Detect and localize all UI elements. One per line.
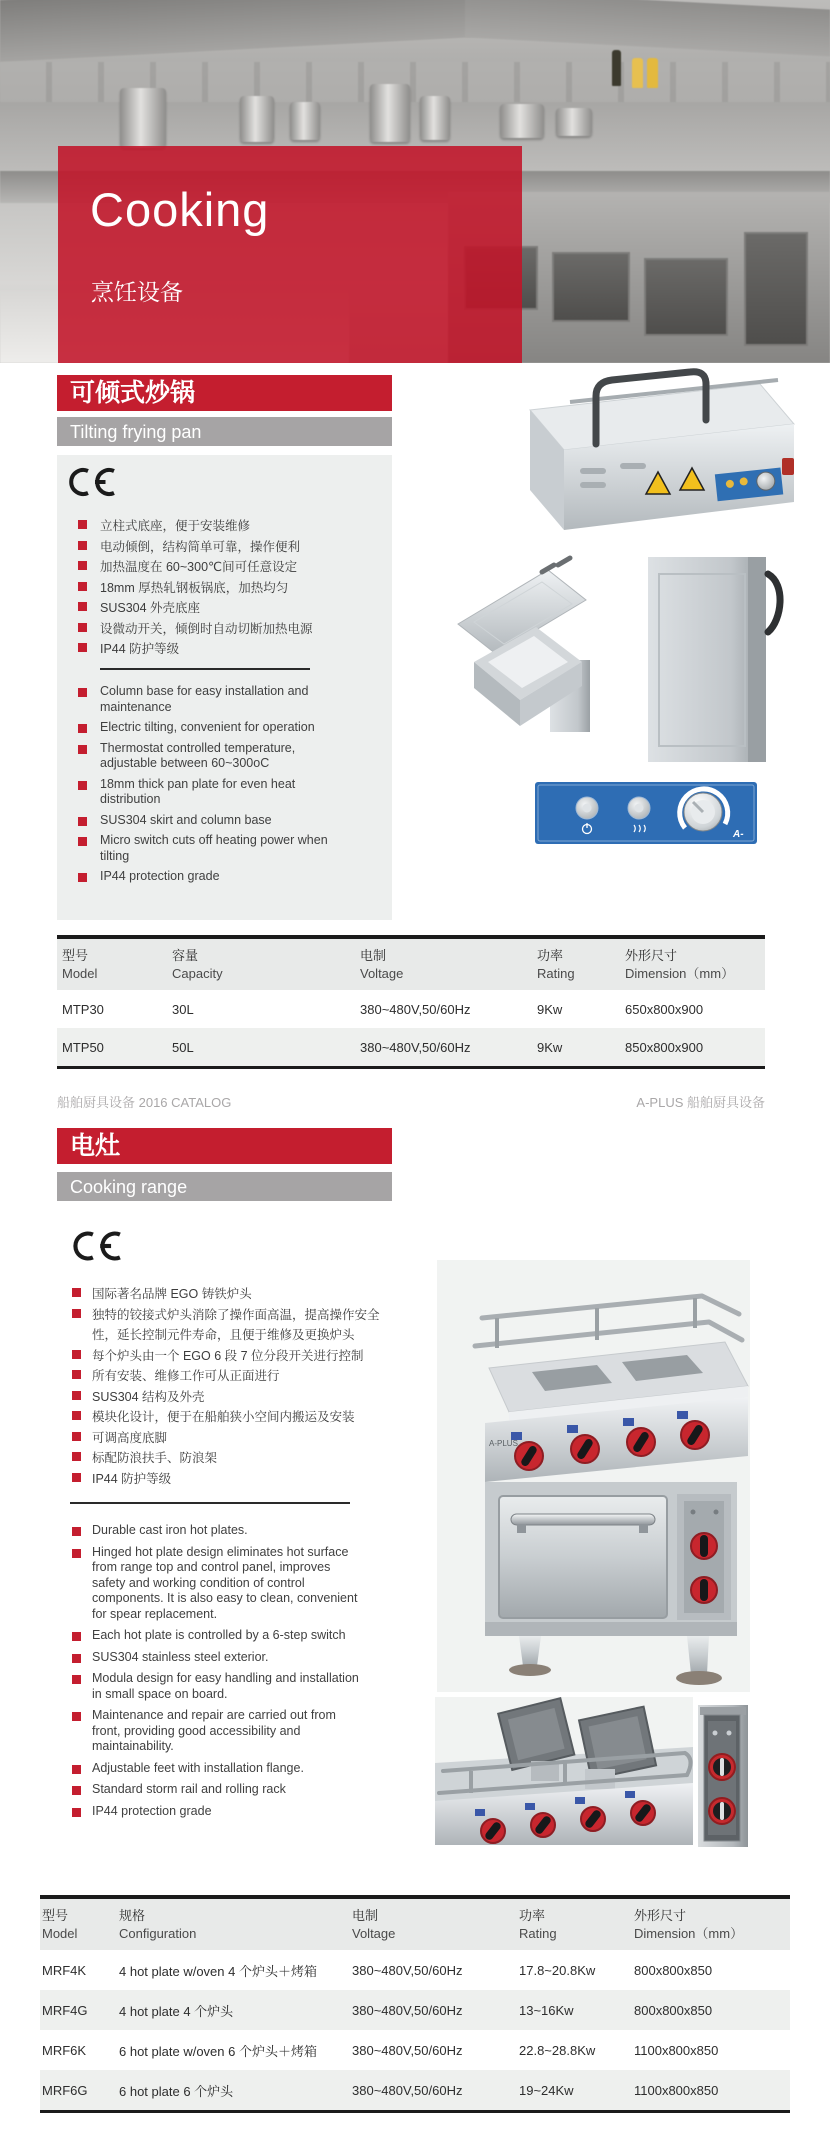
pot-shape: [290, 102, 320, 140]
hero-red-overlay: [58, 146, 522, 363]
bullet-square-icon: [78, 623, 87, 632]
feature-item: IP44 protection grade: [78, 869, 333, 885]
bullet-square-icon: [78, 541, 87, 550]
section1-features-en: [78, 684, 333, 890]
feature-item: 模块化设计，便于在船舶狭小空间内搬运及安装: [72, 1407, 386, 1428]
footer-brand-label: A-PLUS 船舶厨具设备: [636, 1095, 765, 1110]
bullet-square-icon: [78, 745, 87, 754]
section2-features-en: [72, 1523, 359, 1825]
section1-title-en: Tilting frying pan: [57, 417, 392, 446]
bullet-square-icon: [78, 561, 87, 570]
kitchen-hood-shape: [0, 0, 481, 62]
bullet-square-icon: [72, 1411, 81, 1420]
feature-item: Column base for easy installation and maintenance: [78, 684, 333, 715]
cooking-range-image: [437, 1260, 750, 1692]
ce-icon: [66, 465, 116, 499]
tilting-frying-pan-image: [430, 332, 800, 762]
feature-item: SUS304 结构及外壳: [72, 1387, 386, 1408]
section2-title-cn: 电灶: [57, 1128, 392, 1164]
section1-features-cn: [78, 516, 378, 660]
spec-table-tilting-pan: [57, 935, 765, 1069]
feature-item: 所有安装、维修工作可从正面进行: [72, 1366, 386, 1387]
page-subtitle: 烹饪设备: [91, 279, 183, 305]
svg-text:A-: A-: [733, 829, 744, 840]
feature-item: Micro switch cuts off heating power when tilting: [78, 833, 333, 864]
feature-item: 18mm 厚热轧钢板锅底，加热均匀: [78, 578, 378, 599]
bottle-shape: [632, 58, 643, 88]
feature-item: 设微动开关，倾倒时自动切断加热电源: [78, 619, 378, 640]
feature-item: Thermostat controlled temperature, adjustable between 60~300oC: [78, 741, 333, 772]
bullet-square-icon: [78, 582, 87, 591]
spec-table-cooking-range: [40, 1895, 790, 2113]
feature-item: 国际著名品牌 EGO 铸铁炉头: [72, 1284, 386, 1305]
bullet-square-icon: [78, 873, 87, 882]
bullet-square-icon: [72, 1549, 81, 1558]
section2-title-en: Cooking range: [57, 1172, 392, 1201]
feature-item: 标配防浪扶手、防浪架: [72, 1448, 386, 1469]
bullet-square-icon: [72, 1654, 81, 1663]
feature-item: IP44 protection grade: [72, 1804, 359, 1820]
bullet-square-icon: [78, 781, 87, 790]
pot-shape: [240, 96, 274, 142]
pot-shape: [370, 84, 410, 142]
feature-item: IP44 防护等级: [72, 1469, 386, 1490]
bullet-square-icon: [72, 1632, 81, 1641]
feature-item: 18mm thick pan plate for even heat distribution: [78, 777, 333, 808]
feature-item: 可调高度底脚: [72, 1428, 386, 1449]
bottle-shape: [647, 58, 658, 88]
feature-item: Each hot plate is controlled by a 6-step switch: [72, 1628, 359, 1644]
tilting-pan-control-panel-image: [535, 782, 757, 844]
bullet-square-icon: [72, 1473, 81, 1482]
table-row: MRF4G 4 hot plate 4 个炉头 380~480V,50/60Hz 13~16Kw 800x800x850: [40, 1990, 790, 2030]
feature-item: SUS304 skirt and column base: [78, 813, 333, 829]
bullet-square-icon: [72, 1309, 81, 1318]
divider: [100, 668, 310, 670]
pot-shape: [420, 96, 450, 140]
bullet-square-icon: [72, 1675, 81, 1684]
bullet-square-icon: [72, 1712, 81, 1721]
kitchen-hood-shape: [465, 0, 830, 57]
feature-item: SUS304 外壳底座: [78, 598, 378, 619]
table-header-row: 型号 Model 容量 Capacity 电制 Voltage 功率 Rating 外形尺寸 Dimension（mm）: [57, 939, 765, 990]
ce-icon: [70, 1228, 122, 1264]
table-row: MRF6G 6 hot plate 6 个炉头 380~480V,50/60Hz 19~24Kw 1100x800x850: [40, 2070, 790, 2110]
feature-item: Adjustable feet with installation flange.: [72, 1761, 359, 1777]
page-title: Cooking: [90, 183, 270, 236]
feature-item: Standard storm rail and rolling rack: [72, 1782, 359, 1798]
feature-item: SUS304 stainless steel exterior.: [72, 1650, 359, 1666]
feature-item: 电动倾倒，结构简单可靠，操作便利: [78, 537, 378, 558]
feature-item: Modula design for easy handling and installation in small space on board.: [72, 1671, 359, 1702]
table-row: MTP30 30L 380~480V,50/60Hz 9Kw 650x800x900: [62, 1001, 704, 1017]
bullet-square-icon: [72, 1452, 81, 1461]
feature-item: Hinged hot plate design eliminates hot surface from range top and control panel, improves safety and working condition of control components. It is also easy to clean, convenient for spear replacement.: [72, 1545, 359, 1623]
feature-item: 每个炉头由一个 EGO 6 段 7 位分段开关进行控制: [72, 1346, 386, 1367]
bullet-square-icon: [78, 643, 87, 652]
knob-panel-image: [698, 1705, 748, 1847]
svg-text:A-PLUS: A-PLUS: [489, 1439, 518, 1448]
bottle-shape: [612, 50, 621, 86]
footer-catalog-label: 船舶厨具设备 2016 CATALOG: [57, 1095, 232, 1110]
kitchen-photo: [0, 0, 830, 363]
feature-item: 加热温度在 60~300℃间可任意设定: [78, 557, 378, 578]
table-row: MTP50 50L 380~480V,50/60Hz 9Kw 850x800x900: [57, 1028, 765, 1066]
bullet-square-icon: [72, 1786, 81, 1795]
feature-item: 独特的铰接式炉头消除了操作面高温，提高操作安全性，延长控制元件寿命，且便于维修及更换炉头: [72, 1305, 386, 1346]
feature-item: IP44 防护等级: [78, 639, 378, 660]
bullet-square-icon: [78, 602, 87, 611]
bullet-square-icon: [72, 1370, 81, 1379]
feature-item: Durable cast iron hot plates.: [72, 1523, 359, 1539]
bullet-square-icon: [72, 1432, 81, 1441]
bullet-square-icon: [72, 1350, 81, 1359]
bullet-square-icon: [72, 1288, 81, 1297]
bullet-square-icon: [72, 1527, 81, 1536]
table-row: MRF6K 6 hot plate w/oven 6 个炉头＋烤箱 380~480V,50/60Hz 22.8~28.8Kw 1100x800x850: [42, 2042, 719, 2059]
feature-item: Maintenance and repair are carried out from front, providing good accessibility and maintainability.: [72, 1708, 359, 1755]
bullet-square-icon: [78, 724, 87, 733]
feature-item: 立柱式底座，便于安装维修: [78, 516, 378, 537]
pot-shape: [500, 104, 544, 138]
table-header-row: 型号 Model 规格 Configuration 电制 Voltage 功率 Rating 外形尺寸 Dimension（mm）: [40, 1899, 790, 1950]
bullet-square-icon: [72, 1391, 81, 1400]
bullet-square-icon: [78, 837, 87, 846]
bullet-square-icon: [78, 817, 87, 826]
bullet-square-icon: [72, 1808, 81, 1817]
bullet-square-icon: [78, 520, 87, 529]
pot-shape: [556, 108, 592, 136]
hinged-hot-plate-image: [435, 1697, 693, 1845]
divider: [70, 1502, 350, 1504]
section2-features-cn: [72, 1284, 386, 1489]
pot-shape: [120, 88, 166, 148]
table-row: MRF4K 4 hot plate w/oven 4 个炉头＋烤箱 380~480V,50/60Hz 17.8~20.8Kw 800x800x850: [42, 1962, 713, 1979]
section1-title-cn: 可倾式炒锅: [57, 375, 392, 411]
feature-item: Electric tilting, convenient for operation: [78, 720, 333, 736]
bullet-square-icon: [72, 1765, 81, 1774]
bullet-square-icon: [78, 688, 87, 697]
